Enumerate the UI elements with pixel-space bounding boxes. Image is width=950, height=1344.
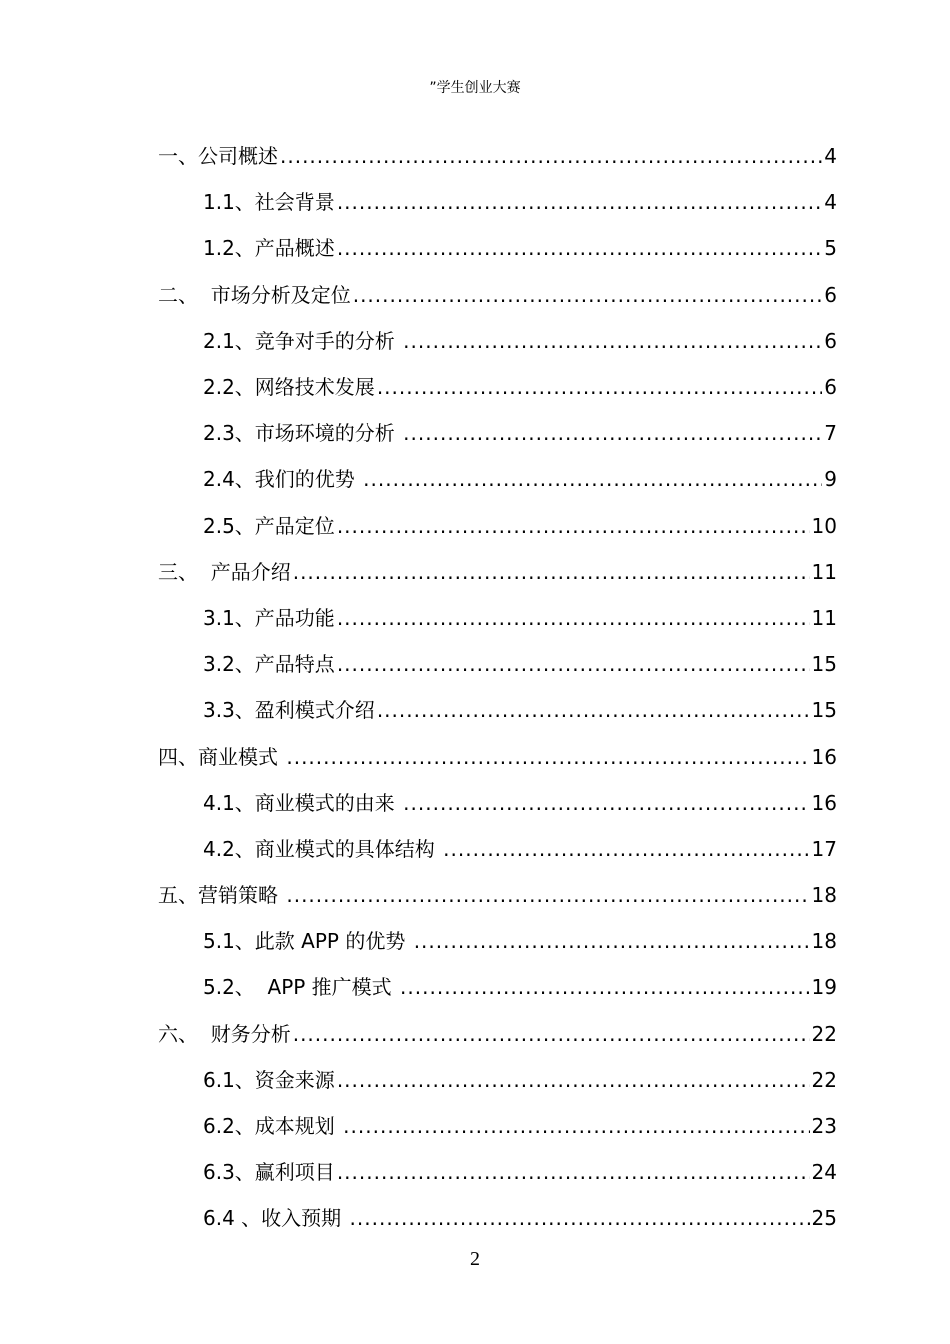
toc-entry[interactable]: [0, 225, 950, 271]
toc-dot-leader: [337, 644, 810, 684]
toc-entry[interactable]: [0, 595, 950, 641]
toc-entry-page: 23: [811, 1114, 837, 1139]
toc-dot-leader: [286, 875, 809, 915]
toc-entry[interactable]: [0, 410, 950, 456]
toc-entry[interactable]: [0, 133, 950, 179]
toc-dot-leader: [400, 967, 810, 1007]
toc-entry-page: 17: [811, 836, 837, 861]
table-of-contents: [0, 133, 950, 1242]
toc-entry-title: 二、 市场分析及定位: [158, 282, 351, 307]
toc-dot-leader: [443, 829, 809, 869]
toc-entry-page: 18: [811, 929, 837, 954]
toc-entry-page: 7: [824, 421, 837, 446]
page-number: 2: [470, 1248, 480, 1270]
toc-entry[interactable]: [0, 733, 950, 779]
toc-entry-title: 2.5、产品定位: [203, 513, 335, 538]
toc-entry-title: 2.3、市场环境的分析: [203, 421, 402, 446]
toc-entry-title: 3.3、盈利模式介绍: [203, 698, 375, 723]
toc-entry[interactable]: [0, 1195, 950, 1241]
toc-entry-page: 15: [811, 698, 837, 723]
toc-entry-page: 19: [811, 975, 837, 1000]
toc-dot-leader: [377, 367, 822, 407]
toc-dot-leader: [403, 321, 822, 361]
toc-dot-leader: [293, 552, 810, 592]
toc-entry-page: 9: [824, 467, 837, 492]
toc-entry-title: 四、商业模式: [158, 744, 285, 769]
toc-entry-page: 6: [824, 375, 837, 400]
page-header: ”学生创业大赛: [429, 80, 521, 96]
toc-entry-title: 三、 产品介绍: [158, 559, 291, 584]
toc-dot-leader: [353, 275, 823, 315]
toc-dot-leader: [280, 136, 822, 176]
toc-entry-title: 六、 财务分析: [158, 1021, 291, 1046]
toc-entry-title: 五、营销策略: [158, 883, 285, 908]
toc-entry-page: 6: [824, 282, 837, 307]
toc-entry-title: 2.1、竞争对手的分析: [203, 328, 402, 353]
toc-entry[interactable]: [0, 318, 950, 364]
toc-dot-leader: [337, 1152, 810, 1192]
toc-entry-page: 22: [811, 1021, 837, 1046]
toc-entry[interactable]: [0, 1057, 950, 1103]
toc-dot-leader: [286, 737, 809, 777]
toc-entry-title: 6.4 、收入预期: [203, 1206, 348, 1231]
toc-dot-leader: [403, 783, 809, 823]
toc-dot-leader: [403, 413, 822, 453]
toc-entry[interactable]: [0, 272, 950, 318]
toc-entry-title: 3.1、产品功能: [203, 605, 335, 630]
toc-entry-page: 16: [811, 790, 837, 815]
toc-entry[interactable]: [0, 503, 950, 549]
toc-entry-title: 6.2、成本规划: [203, 1114, 342, 1139]
toc-entry-page: 11: [811, 605, 837, 630]
toc-entry[interactable]: [0, 780, 950, 826]
toc-entry-page: 16: [811, 744, 837, 769]
toc-entry-page: 4: [824, 190, 837, 215]
toc-entry-page: 10: [811, 513, 837, 538]
toc-entry-title: 2.4、我们的优势: [203, 467, 362, 492]
toc-entry[interactable]: [0, 872, 950, 918]
toc-entry[interactable]: [0, 456, 950, 502]
toc-entry-title: 4.2、商业模式的具体结构: [203, 836, 442, 861]
toc-entry-page: 15: [811, 652, 837, 677]
toc-entry[interactable]: [0, 641, 950, 687]
toc-entry-page: 6: [824, 328, 837, 353]
toc-entry-title: 2.2、网络技术发展: [203, 375, 375, 400]
toc-entry[interactable]: [0, 1103, 950, 1149]
toc-entry[interactable]: [0, 1149, 950, 1195]
toc-entry-title: 3.2、产品特点: [203, 652, 335, 677]
toc-entry[interactable]: [0, 687, 950, 733]
toc-dot-leader: [337, 598, 810, 638]
toc-entry-title: 一、公司概述: [158, 144, 278, 169]
toc-entry-page: 22: [811, 1067, 837, 1092]
toc-entry[interactable]: [0, 364, 950, 410]
toc-dot-leader: [337, 228, 822, 268]
toc-dot-leader: [363, 459, 822, 499]
toc-entry-title: 1.1、社会背景: [203, 190, 335, 215]
toc-dot-leader: [293, 1014, 810, 1054]
toc-entry-page: 4: [824, 144, 837, 169]
toc-entry-page: 5: [824, 236, 837, 261]
toc-dot-leader: [350, 1198, 810, 1238]
toc-entry-page: 25: [811, 1206, 837, 1231]
toc-entry[interactable]: [0, 1011, 950, 1057]
toc-entry-title: 6.1、资金来源: [203, 1067, 335, 1092]
toc-entry-page: 18: [811, 883, 837, 908]
toc-entry-title: 5.2、 APP 推广模式: [203, 975, 399, 1000]
toc-entry-title: 1.2、产品概述: [203, 236, 335, 261]
toc-dot-leader: [343, 1106, 809, 1146]
toc-entry-page: 24: [811, 1160, 837, 1185]
toc-entry[interactable]: [0, 918, 950, 964]
toc-entry[interactable]: [0, 826, 950, 872]
toc-dot-leader: [337, 182, 822, 222]
toc-entry[interactable]: [0, 964, 950, 1010]
toc-dot-leader: [414, 921, 810, 961]
toc-entry-title: 4.1、商业模式的由来: [203, 790, 402, 815]
toc-dot-leader: [337, 506, 810, 546]
toc-entry[interactable]: [0, 549, 950, 595]
toc-entry-page: 11: [811, 559, 837, 584]
toc-entry-title: 6.3、赢利项目: [203, 1160, 335, 1185]
toc-dot-leader: [337, 1060, 810, 1100]
toc-entry-title: 5.1、此款 APP 的优势: [203, 929, 412, 954]
toc-entry[interactable]: [0, 179, 950, 225]
toc-dot-leader: [377, 690, 810, 730]
